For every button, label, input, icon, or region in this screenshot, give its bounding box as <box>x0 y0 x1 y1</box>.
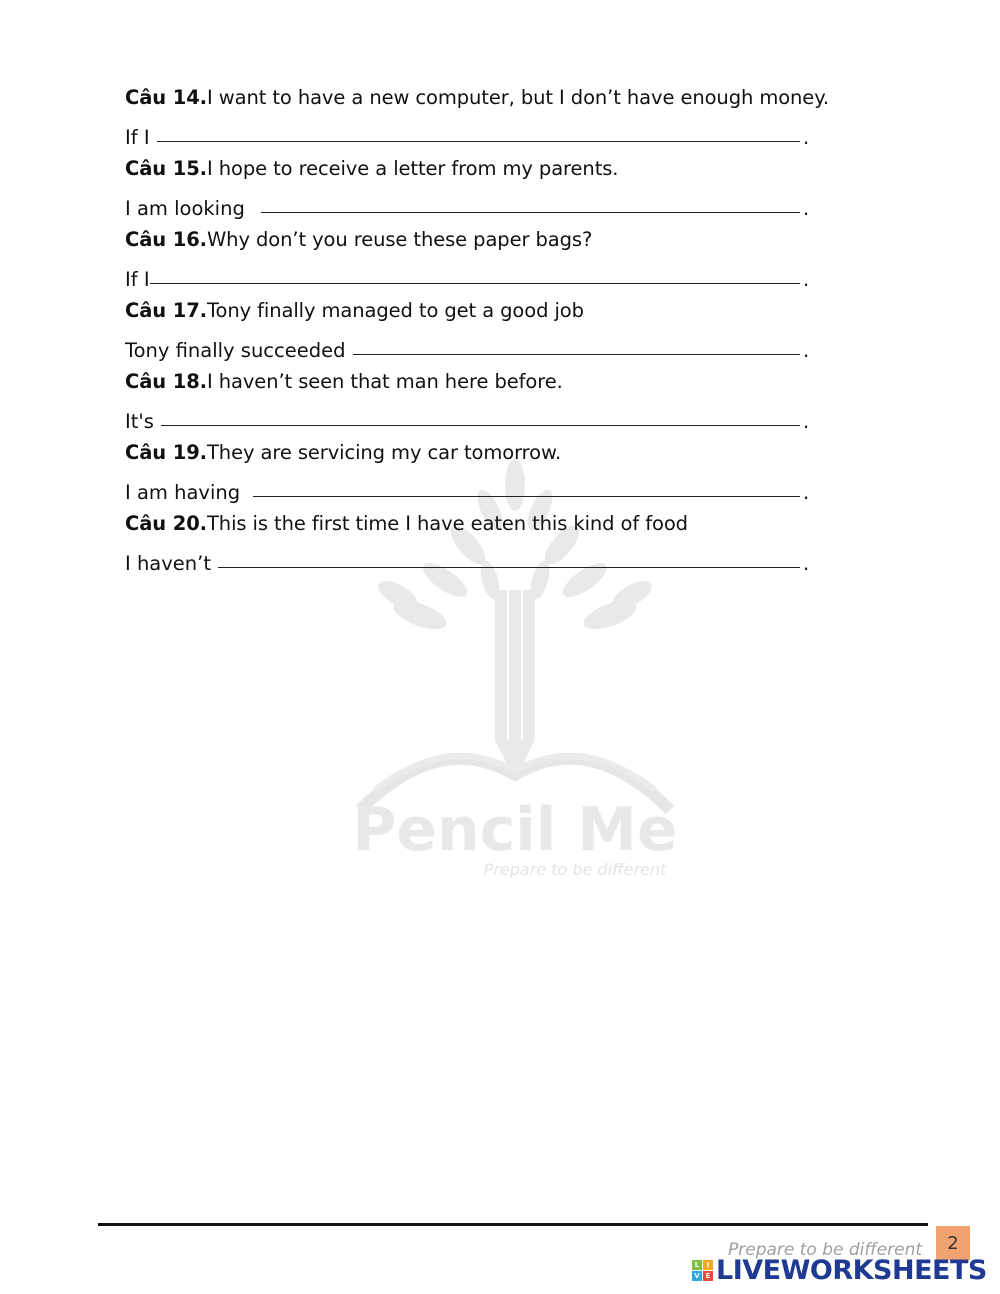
answer-prefix: If I <box>125 268 150 291</box>
page-number: 2 <box>936 1226 970 1260</box>
answer-prefix: Tony finally succeeded <box>125 339 346 362</box>
question-text: I haven’t seen that man here before. <box>207 370 563 394</box>
question-text: This is the first time I have eaten this kind of food <box>207 512 688 536</box>
question-label: Câu 15. <box>125 157 207 181</box>
answer-blank[interactable] <box>157 140 800 142</box>
question-text: Tony finally managed to get a good job <box>207 299 584 323</box>
question-text: I want to have a new computer, but I don’t have enough money. <box>207 86 829 110</box>
answer-prefix: I am looking <box>125 197 245 220</box>
answer-period: . <box>803 339 810 362</box>
exercise-list <box>125 80 829 577</box>
answer-prefix: I am having <box>125 481 241 504</box>
grid-letter: V <box>692 1271 702 1281</box>
answer-period: . <box>803 481 810 504</box>
answer-blank[interactable] <box>253 495 800 497</box>
answer-blank[interactable] <box>261 211 800 213</box>
grid-letter: E <box>703 1271 713 1281</box>
answer-period: . <box>803 410 810 433</box>
liveworksheets-grid-icon <box>692 1260 713 1281</box>
watermark-brand: Pencil Me <box>352 795 678 865</box>
answer-row-15 <box>125 187 815 223</box>
question-label: Câu 20. <box>125 512 207 536</box>
answer-blank[interactable] <box>161 424 800 426</box>
grid-letter: L <box>692 1260 702 1270</box>
liveworksheets-text: LIVEWORKSHEETS <box>716 1254 987 1286</box>
answer-row-19 <box>125 471 815 507</box>
liveworksheets-logo[interactable] <box>692 1255 987 1285</box>
question-20 <box>125 506 815 542</box>
question-17 <box>125 293 815 329</box>
answer-prefix: If I <box>125 126 150 149</box>
footer-divider <box>98 1223 928 1226</box>
answer-blank[interactable] <box>218 566 800 568</box>
answer-prefix: I haven’t <box>125 552 211 575</box>
answer-row-17 <box>125 329 815 365</box>
answer-period: . <box>803 552 810 575</box>
question-18 <box>125 364 815 400</box>
question-label: Câu 18. <box>125 370 207 394</box>
footer-tagline: Prepare to be different <box>728 1240 923 1260</box>
question-15 <box>125 151 815 187</box>
question-label: Câu 19. <box>125 441 207 465</box>
watermark-tagline: Prepare to be different <box>483 860 667 879</box>
question-label: Câu 14. <box>125 86 207 110</box>
question-14 <box>125 80 829 116</box>
question-label: Câu 17. <box>125 299 207 323</box>
answer-blank[interactable] <box>150 282 800 284</box>
question-label: Câu 16. <box>125 228 207 252</box>
answer-row-18 <box>125 400 815 436</box>
answer-row-14 <box>125 116 815 152</box>
answer-blank[interactable] <box>353 353 801 355</box>
answer-prefix: It's <box>125 410 154 433</box>
question-text: They are servicing my car tomorrow. <box>207 441 562 465</box>
grid-letter: I <box>703 1260 713 1270</box>
question-19 <box>125 435 815 471</box>
answer-period: . <box>803 126 810 149</box>
answer-row-20 <box>125 542 815 578</box>
question-text: Why don’t you reuse these paper bags? <box>207 228 593 252</box>
answer-period: . <box>803 197 810 220</box>
answer-row-16 <box>125 258 815 294</box>
answer-period: . <box>803 268 810 291</box>
question-text: I hope to receive a letter from my parents. <box>207 157 619 181</box>
question-16 <box>125 222 815 258</box>
